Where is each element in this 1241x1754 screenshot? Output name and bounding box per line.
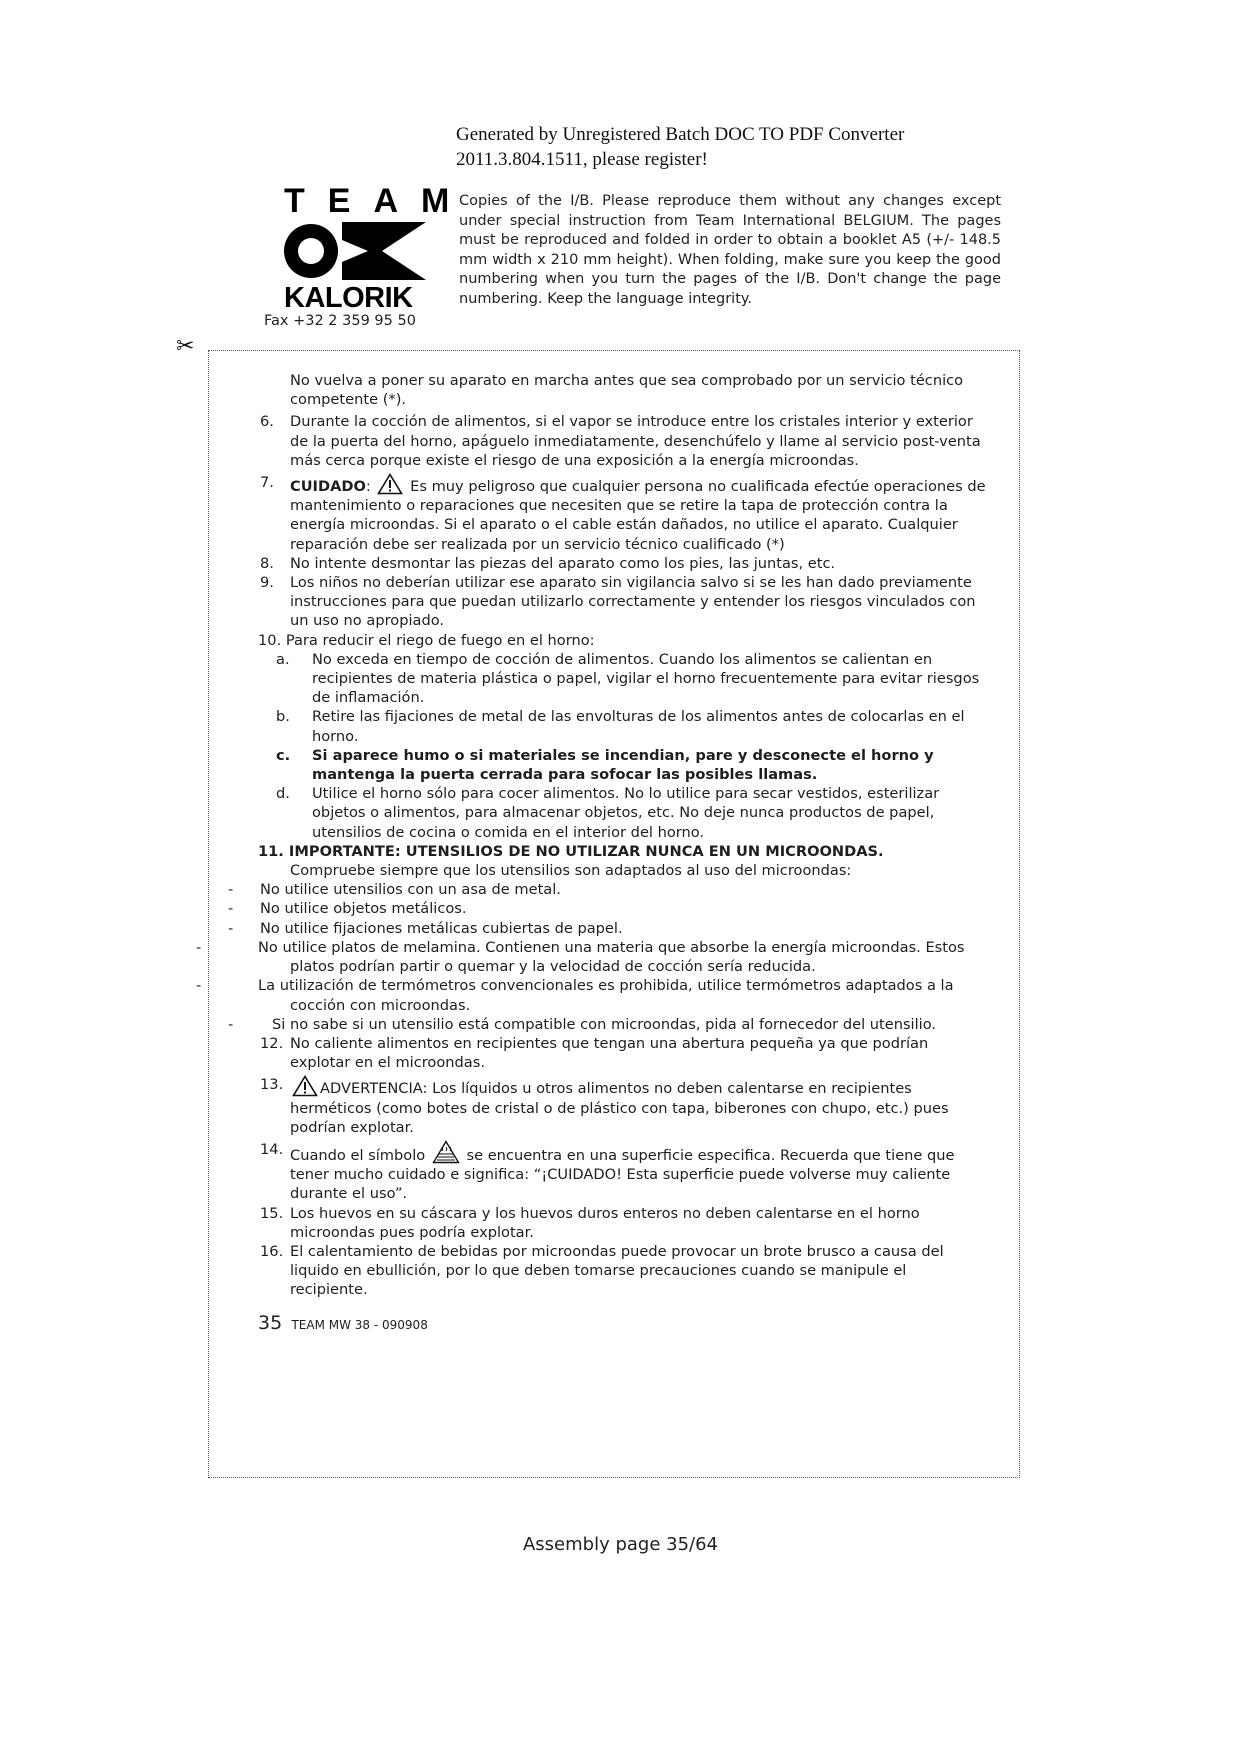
dash-text: No utilice platos de melamina. Contienen una materia que absorbe la energía microondas. Estos platos podrían partir o quemar y la velocidad de cocción sería reducida. <box>258 938 965 976</box>
dash-text: Si no sabe si un utensilio está compatible con microondas, pida al fornecedor del utensilio. <box>272 1015 937 1033</box>
dash-mark: - <box>228 1015 234 1033</box>
dash-item <box>228 1015 988 1034</box>
sub-item-text: Retire las fijaciones de metal de las envolturas de los alimentos antes de colocarlas en el horno. <box>312 708 965 745</box>
item-number: 6. <box>260 413 274 431</box>
item-number: 13. <box>260 1076 284 1094</box>
dash-mark: - <box>228 881 234 899</box>
dash-item <box>228 919 988 938</box>
list-item-11-intro: Compruebe siempre que los utensilios son adaptados al uso del microondas: <box>290 862 852 880</box>
scissors-icon: ✂ <box>176 334 195 359</box>
sub-item-text: No exceda en tiempo de cocción de alimentos. Cuando los alimentos se calientan en recipientes de materia plástica o papel, vigilar el horno frecuentemente para evitar riesgos de inflamación. <box>312 650 980 707</box>
logo-brand-text: KALORIK <box>284 282 413 314</box>
list-item-15 <box>258 1204 988 1242</box>
item-text: No caliente alimentos en recipientes que tengan una abertura pequeña ya que podrían explotar en el microondas. <box>290 1034 929 1072</box>
item-text: No intente desmontar las piezas del aparato como los pies, las juntas, etc. <box>290 554 836 572</box>
warning-triangle-icon <box>292 1075 318 1097</box>
warning-triangle-icon <box>377 473 403 495</box>
sub-item-b <box>258 707 988 745</box>
hot-surface-icon <box>432 1140 460 1164</box>
list-item-8 <box>258 554 988 573</box>
dash-mark: - <box>228 919 234 937</box>
item-text: El calentamiento de bebidas por microondas puede provocar un brote brusco a causa del liquido en ebullición, por lo que deben tomarse precauciones cuando se manipule el recipiente. <box>290 1242 944 1299</box>
sub-item-letter: a. <box>276 650 290 668</box>
item-text: Los niños no deberían utilizar ese aparato sin vigilancia salvo si se les han dado previamente instrucciones para que puedan utilizarlo correctamente y entender los riesgos vinculados con un uso no apropiado. <box>290 574 976 630</box>
item-text: ADVERTENCIA: Los líquidos u otros alimentos no deben calentarse en recipientes herméticos (como botes de cristal o de plástico con tapa, biberones con chupo, etc.) pues podrían explotar. <box>290 1080 949 1136</box>
dash-text: No utilice utensilios con un asa de metal. <box>260 881 561 899</box>
item-number: 12. <box>260 1034 284 1052</box>
item-number: 14. <box>260 1140 284 1158</box>
sub-item-text: Utilice el horno sólo para cocer alimentos. No lo utilice para secar vestidos, esterilizar objetos o alimentos, para almacenar objetos, etc. No deje nunca productos de papel, utensilios de cocina o comida en el interior del horno. <box>312 785 940 841</box>
item-text-before-icon: Cuando el símbolo <box>290 1146 426 1164</box>
converter-note: Generated by Unregistered Batch DOC TO PDF Converter 2011.3.804.1511, please register! <box>456 124 905 170</box>
assembly-page-label: Assembly page 35/64 <box>522 1534 719 1555</box>
list-item-16 <box>258 1242 988 1300</box>
dash-mark: - <box>228 900 234 918</box>
caution-separator: : <box>365 478 371 496</box>
fax-number: Fax +32 2 359 95 50 <box>264 313 416 329</box>
sub-item-c <box>258 746 988 784</box>
list-item-13 <box>258 1075 988 1137</box>
list-item-10: 10. Para reducir el riego de fuego en el horno: <box>258 631 595 649</box>
sub-item-d <box>258 784 988 842</box>
dash-item: - La utilización de termómetros convencionales es prohibida, utilice termómetros adaptados a la cocción con microondas. <box>196 977 954 1014</box>
list-item-9 <box>258 573 988 631</box>
sub-item-letter: d. <box>276 785 290 803</box>
page-footer <box>258 1311 988 1335</box>
logo-team-text: TEAM <box>284 182 473 220</box>
list-item-14 <box>258 1140 988 1204</box>
kalorik-logo-icon <box>284 222 426 280</box>
copies-instructions: Copies of the I/B. Please reproduce them without any changes except under special instruction from Team International BELGIUM. The pages must be reproduced and folded in order to obtain a booklet A5 (+/- 148.5 mm width x 210 mm height). When folding, make sure you keep the good numbering when you turn the pages of the I/B. Don't change the page numbering. Keep the language integrity. <box>459 193 1001 307</box>
sub-item-a <box>258 650 988 708</box>
item-number: 9. <box>260 574 274 592</box>
dash-item: - No utilice platos de melamina. Contienen una materia que absorbe la energía microondas. Estos platos podrían partir o quemar y la velocidad de cocción sería reducida. <box>196 938 965 976</box>
dash-text: La utilización de termómetros convencionales es prohibida, utilice termómetros adaptados a la cocción con microondas. <box>258 977 954 1014</box>
model-reference: TEAM MW 38 - 090908 <box>291 1317 428 1332</box>
sub-item-letter: b. <box>276 708 290 726</box>
list-item-7 <box>258 473 988 554</box>
sub-item-text: Si aparece humo o si materiales se incendian, pare y desconecte el horno y mantenga la puerta cerrada para sofocar las posibles llamas. <box>312 746 934 784</box>
sub-item-letter: c. <box>276 746 291 764</box>
dash-item <box>228 880 988 899</box>
list-item-12 <box>258 1034 988 1072</box>
caution-label: CUIDADO <box>290 478 366 496</box>
item-number: 15. <box>260 1204 284 1222</box>
intro-paragraph: No vuelva a poner su aparato en marcha antes que sea comprobado por un servicio técnico competente (*). <box>290 372 964 409</box>
item-number: 16. <box>260 1242 284 1260</box>
item-number: 8. <box>260 554 274 572</box>
item-text-after-icon: se encuentra en una superficie especifica. Recuerda que tiene que tener mucho cuidado e significa: “¡CUIDADO! Esta superficie puede volverse muy caliente durante el uso”. <box>290 1146 955 1203</box>
dash-text: No utilice objetos metálicos. <box>260 900 467 918</box>
list-item-6 <box>258 412 988 470</box>
utensil-list <box>196 880 988 1034</box>
item-text: Durante la cocción de alimentos, si el vapor se introduce entre los cristales interior y exterior de la puerta del horno, apáguelo inmediatamente, desenchúfelo y llame al servicio post-venta más cerca porque existe el riesgo de una exposición a la energía microondas. <box>290 413 981 469</box>
dash-item <box>228 899 988 918</box>
team-kalorik-logo <box>284 182 473 314</box>
page-number: 35 <box>258 1311 283 1334</box>
list-item-11-heading: 11. IMPORTANTE: UTENSILIOS DE NO UTILIZAR NUNCA EN UN MICROONDAS. <box>258 842 884 860</box>
page-content <box>196 371 988 1335</box>
dash-text: No utilice fijaciones metálicas cubiertas de papel. <box>260 919 623 937</box>
item-number: 7. <box>260 474 274 492</box>
item-text: Los huevos en su cáscara y los huevos duros enteros no deben calentarse en el horno microondas pues podría explotar. <box>290 1204 920 1241</box>
item-text: Es muy peligroso que cualquier persona no cualificada efectúe operaciones de mantenimiento o reparaciones que necesiten que se retire la tapa de protección contra la energía microondas. Si el aparato o el cable están dañados, no utilice el aparato. Cualquier reparación debe ser realizada por un servicio técnico cualificado (*) <box>290 478 986 553</box>
